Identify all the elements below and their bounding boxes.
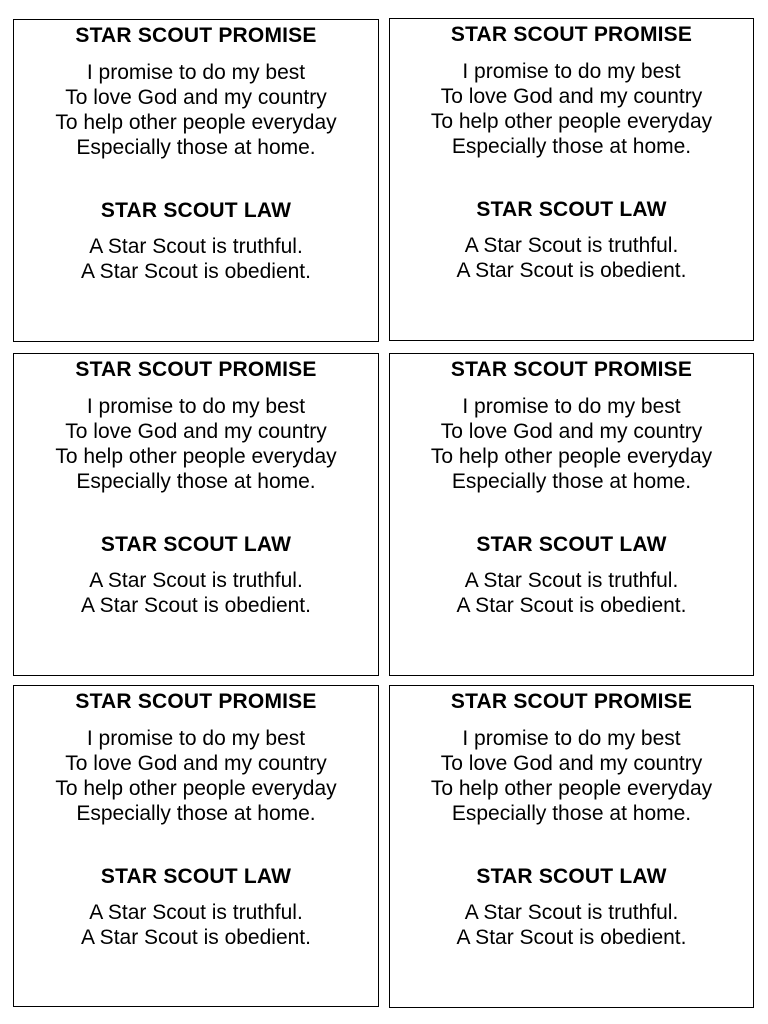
promise-line: Especially those at home. — [451, 135, 692, 158]
scout-card-4 — [389, 353, 754, 676]
law-text — [14, 234, 378, 284]
promise-line: I promise to do my best — [462, 60, 681, 83]
promise-title: STAR SCOUT PROMISE — [75, 358, 317, 381]
promise-line: To help other people everyday — [55, 445, 337, 468]
promise-line: To help other people everyday — [55, 777, 337, 800]
promise-line: I promise to do my best — [86, 395, 306, 418]
promise-line: To love God and my country — [440, 420, 703, 443]
promise-line: Especially those at home. — [76, 802, 316, 825]
law-title: STAR SCOUT LAW — [100, 199, 292, 222]
law-line: A Star Scout is obedient. — [456, 594, 687, 617]
law-title: STAR SCOUT LAW — [100, 865, 292, 888]
promise-line: To help other people everyday — [55, 111, 337, 134]
promise-line: To help other people everyday — [430, 110, 713, 133]
promise-line: Especially those at home. — [451, 802, 692, 825]
law-line: A Star Scout is truthful. — [464, 569, 679, 592]
law-title: STAR SCOUT LAW — [476, 198, 667, 221]
promise-text — [390, 59, 753, 159]
promise-title: STAR SCOUT PROMISE — [450, 358, 693, 381]
promise-title: STAR SCOUT PROMISE — [75, 24, 317, 47]
promise-text — [14, 726, 378, 826]
promise-line: To love God and my country — [65, 86, 327, 109]
promise-line: I promise to do my best — [462, 727, 681, 750]
promise-line: To love God and my country — [65, 420, 327, 443]
law-text — [390, 900, 753, 950]
promise-text — [390, 394, 753, 494]
promise-line: To help other people everyday — [430, 445, 713, 468]
law-line: A Star Scout is obedient. — [456, 926, 687, 949]
promise-title: STAR SCOUT PROMISE — [450, 690, 693, 713]
promise-line: Especially those at home. — [451, 470, 692, 493]
promise-line: To love God and my country — [65, 752, 327, 775]
law-text — [14, 900, 378, 950]
law-line: A Star Scout is truthful. — [89, 569, 303, 592]
promise-title: STAR SCOUT PROMISE — [75, 690, 317, 713]
law-line: A Star Scout is obedient. — [456, 259, 687, 282]
promise-line: I promise to do my best — [86, 727, 306, 750]
law-line: A Star Scout is obedient. — [81, 260, 311, 283]
law-line: A Star Scout is truthful. — [464, 901, 679, 924]
promise-text — [390, 726, 753, 826]
law-line: A Star Scout is truthful. — [89, 901, 303, 924]
promise-line: To help other people everyday — [430, 777, 713, 800]
promise-line: I promise to do my best — [86, 61, 306, 84]
promise-line: To love God and my country — [440, 85, 703, 108]
promise-text — [14, 394, 378, 494]
law-title: STAR SCOUT LAW — [476, 865, 667, 888]
scout-card-6 — [389, 685, 754, 1008]
law-title: STAR SCOUT LAW — [476, 533, 667, 556]
law-line: A Star Scout is truthful. — [464, 234, 679, 257]
promise-line: I promise to do my best — [462, 395, 681, 418]
law-line: A Star Scout is truthful. — [89, 235, 303, 258]
scout-card-1 — [13, 19, 379, 342]
promise-text — [14, 60, 378, 160]
scout-card-5 — [13, 685, 379, 1007]
promise-line: To love God and my country — [440, 752, 703, 775]
promise-title: STAR SCOUT PROMISE — [450, 23, 693, 46]
law-line: A Star Scout is obedient. — [81, 926, 311, 949]
promise-line: Especially those at home. — [76, 470, 316, 493]
promise-line: Especially those at home. — [76, 136, 316, 159]
law-text — [390, 233, 753, 283]
law-line: A Star Scout is obedient. — [81, 594, 311, 617]
law-text — [390, 568, 753, 618]
law-text — [14, 568, 378, 618]
scout-card-3 — [13, 353, 379, 676]
law-title: STAR SCOUT LAW — [100, 533, 292, 556]
scout-card-2 — [389, 18, 754, 341]
